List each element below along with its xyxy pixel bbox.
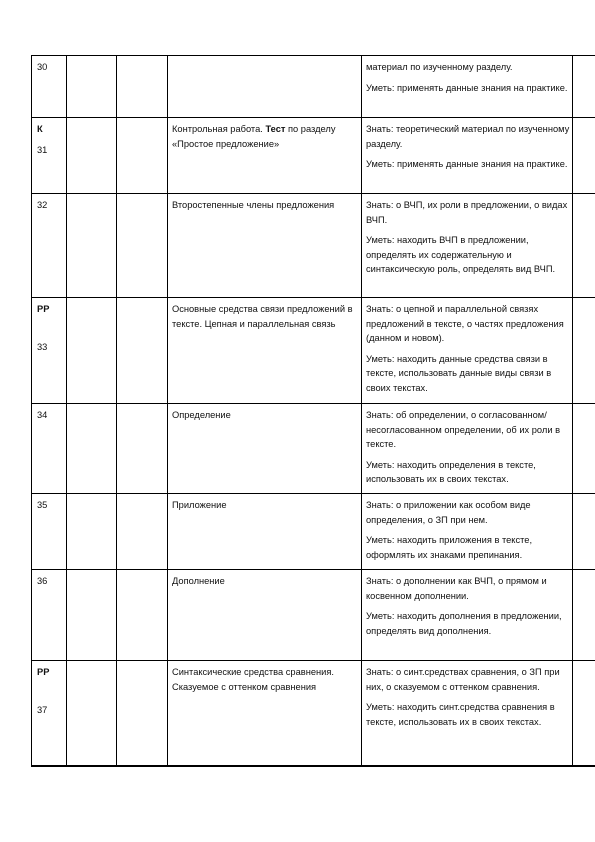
empty-cell xyxy=(67,56,117,118)
know-text: материал по изученному разделу. xyxy=(366,62,513,72)
skill-text: Уметь: находить ВЧП в предложении, определять их содержательную и синтаксическую роль, определять вид ВЧП. xyxy=(366,235,556,274)
know-text: Знать: о цепной и параллельной связях предложений в тексте, о частях предложения (данном и новом). xyxy=(366,304,564,343)
topic-text-suffix: по разделу «Простое предложение» xyxy=(172,124,336,149)
skill-text: Уметь: находить дополнения в предложении, определять вид дополнения. xyxy=(366,611,562,636)
lesson-plan-table-page xyxy=(31,55,595,767)
topic-text: Дополнение xyxy=(172,576,225,586)
empty-cell xyxy=(573,404,595,494)
empty-cell xyxy=(117,570,168,661)
topic-text: Приложение xyxy=(172,500,227,510)
requirements-cell xyxy=(362,494,573,570)
empty-cell xyxy=(117,194,168,298)
empty-cell xyxy=(573,56,595,118)
lesson-number-cell xyxy=(32,570,67,661)
topic-text: Основные средства связи предложений в тексте. Цепная и параллельная связь xyxy=(172,304,353,329)
know-text: Знать: о приложении как особом виде определения, о ЗП при нем. xyxy=(366,500,531,525)
lesson-number: 35 xyxy=(37,500,48,510)
skill-text: Уметь: находить определения в тексте, использовать их в своих текстах. xyxy=(366,459,536,484)
lesson-number-cell xyxy=(32,404,67,494)
lesson-number: 33 xyxy=(37,341,48,352)
skill-text: Уметь: применять данные знания на практике. xyxy=(366,159,568,169)
topic-text-bold: Тест xyxy=(265,124,286,134)
requirements-cell xyxy=(362,661,573,766)
lesson-number: 32 xyxy=(37,200,48,210)
lesson-number-cell xyxy=(32,56,67,118)
topic-text: Второстепенные члены предложения xyxy=(172,200,335,210)
lesson-number-cell xyxy=(32,118,67,194)
topic-cell xyxy=(168,570,362,661)
table-row xyxy=(32,404,595,494)
requirements-cell xyxy=(362,298,573,404)
skill-text: Уметь: применять данные знания на практике. xyxy=(366,82,568,93)
empty-cell xyxy=(117,56,168,118)
topic-cell xyxy=(168,56,362,118)
table-row xyxy=(32,298,595,404)
empty-cell xyxy=(117,118,168,194)
know-text: Знать: о синт.средствах сравнения, о ЗП при них, о сказуемом с оттенком сравнения. xyxy=(366,667,560,692)
topic-text: Синтаксические средства сравнения. Сказуемое с оттенком сравнения xyxy=(172,667,334,692)
empty-cell xyxy=(573,661,595,766)
know-text: Знать: теоретический материал по изученному разделу. xyxy=(366,124,570,149)
empty-cell xyxy=(67,298,117,404)
empty-cell xyxy=(573,494,595,570)
empty-cell xyxy=(67,661,117,766)
know-text: Знать: о ВЧП, их роли в предложении, о видах ВЧП. xyxy=(366,200,568,225)
lesson-number-cell xyxy=(32,661,67,766)
requirements-cell xyxy=(362,194,573,298)
topic-text-prefix: Контрольная работа. xyxy=(172,124,266,134)
lesson-type: К xyxy=(37,124,43,134)
skill-text: Уметь: находить синт.средства сравнения в тексте, использовать их в своих текстах. xyxy=(366,702,555,727)
know-text: Знать: о дополнении как ВЧП, о прямом и косвенном дополнении. xyxy=(366,576,547,601)
table-row xyxy=(32,570,595,661)
topic-cell xyxy=(168,404,362,494)
requirements-cell xyxy=(362,118,573,194)
table-row xyxy=(32,194,595,298)
lesson-number: 37 xyxy=(37,704,48,715)
topic-cell xyxy=(168,118,362,194)
topic-cell xyxy=(168,494,362,570)
requirements-cell xyxy=(362,404,573,494)
empty-cell xyxy=(117,494,168,570)
lesson-number-cell xyxy=(32,194,67,298)
topic-cell xyxy=(168,661,362,766)
empty-cell xyxy=(67,494,117,570)
skill-text: Уметь: находить приложения в тексте, оформлять их знаками препинания. xyxy=(366,535,533,560)
table-row xyxy=(32,494,595,570)
empty-cell xyxy=(573,194,595,298)
empty-cell xyxy=(573,570,595,661)
skill-text: Уметь: находить данные средства связи в тексте, использовать данные виды связи в своих текстах. xyxy=(366,353,552,393)
empty-cell xyxy=(67,404,117,494)
lesson-number: 30 xyxy=(37,62,48,72)
empty-cell xyxy=(573,118,595,194)
empty-cell xyxy=(117,298,168,404)
lesson-number-cell xyxy=(32,494,67,570)
empty-cell xyxy=(117,404,168,494)
lesson-number-cell xyxy=(32,298,67,404)
empty-cell xyxy=(117,661,168,766)
table-row xyxy=(32,661,595,766)
requirements-cell xyxy=(362,56,573,118)
table-row xyxy=(32,56,595,118)
lesson-number: 36 xyxy=(37,576,48,586)
requirements-cell xyxy=(362,570,573,661)
table-row xyxy=(32,118,595,194)
empty-cell xyxy=(67,194,117,298)
topic-cell xyxy=(168,298,362,404)
empty-cell xyxy=(67,118,117,194)
lesson-type: РР xyxy=(37,304,50,314)
lesson-type: РР xyxy=(37,667,50,677)
topic-cell xyxy=(168,194,362,298)
topic-text: Определение xyxy=(172,410,231,420)
lesson-number: 34 xyxy=(37,410,48,420)
empty-cell xyxy=(67,570,117,661)
know-text: Знать: об определении, о согласованном/несогласованном определении, об их роли в тексте. xyxy=(366,410,561,449)
empty-cell xyxy=(573,298,595,404)
lesson-number: 31 xyxy=(37,144,48,155)
lesson-plan-table xyxy=(31,55,595,767)
